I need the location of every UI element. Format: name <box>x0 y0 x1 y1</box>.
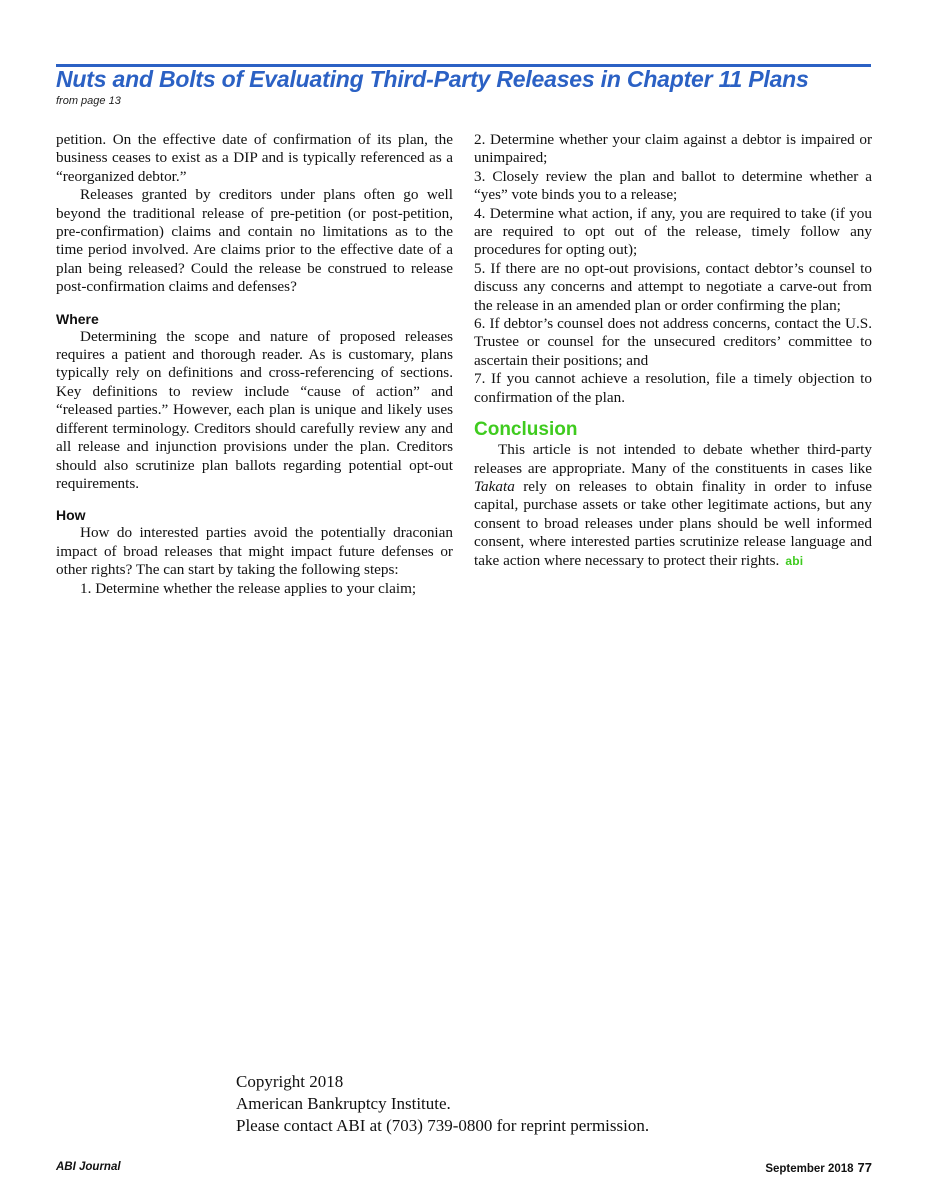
section-heading-how: How <box>56 507 86 524</box>
list-item: 5. If there are no opt-out provisions, contact debtor’s counsel to discuss any concerns and attempt to negotiate a carve-out from the release in an amended plan or order confirming the plan; <box>474 259 872 314</box>
list-item: 6. If debtor’s counsel does not address concerns, contact the U.S. Trustee or counsel for the unsecured creditors’ committee to ascertain their positions; and <box>474 315 872 369</box>
right-column <box>474 131 872 570</box>
paragraph: petition. On the effective date of confirmation of its plan, the business ceases to exist as a DIP and is typically referenced as a “reorganized debtor.” <box>56 131 453 185</box>
continued-from-note: from page 13 <box>56 95 121 107</box>
copyright-line: Please contact ABI at (703) 739-0800 for reprint permission. <box>236 1116 650 1135</box>
paragraph: How do interested parties avoid the potentially draconian impact of broad releases that might impact future defenses or other rights? The can start by taking the following steps: <box>56 524 453 579</box>
paragraph: Releases granted by creditors under plans often go well beyond the traditional release of pre-petition (or post-petition, pre-confirmation) claims and contain no limitations as to the time period involved. Are claims prior to the effective date of a plan being released? Could the release be construed to release post-confirmation claims and defenses? <box>56 186 453 296</box>
list-item: 7. If you cannot achieve a resolution, file a timely objection to confirmation of the plan. <box>474 370 872 406</box>
copyright-line: Copyright 2018 <box>236 1072 344 1091</box>
footer-issue <box>720 1160 872 1175</box>
section-heading-where: Where <box>56 310 99 327</box>
issue-date: September 2018 <box>765 1163 854 1175</box>
conclusion-text: This article is not intended to debate whether third-party releases are appropriate. Many of the constituents in cases like <box>474 441 872 477</box>
footer-journal-name: ABI Journal <box>56 1161 121 1173</box>
page-number: 77 <box>857 1160 872 1175</box>
conclusion-text: rely on releases to obtain finality in order to infuse capital, purchase assets or take other legitimate actions, but any consent to broad releases under plans should be well informed consent, where interested parties scrutinize release language and take action where necessary to protect their rights. <box>474 477 872 569</box>
conclusion-paragraph <box>474 441 872 570</box>
copyright-notice <box>236 1071 649 1137</box>
left-column <box>56 131 453 598</box>
paragraph: Determining the scope and nature of proposed releases requires a patient and thorough reader. As is customary, plans typically rely on definitions and cross-referencing of sections. Key definitions to review include “cause of action” and “released parties.” However, each plan is unique and likely uses different terminology. Creditors should carefully review any and all release and injunction provisions under the plan. Creditors should also scrutinize plan ballots regarding potential opt-out requirements. <box>56 327 453 492</box>
copyright-line: American Bankruptcy Institute. <box>236 1094 451 1113</box>
article-title: Nuts and Bolts of Evaluating Third-Party Releases in Chapter 11 Plans <box>56 66 809 92</box>
list-item: 1. Determine whether the release applies to your claim; <box>80 579 417 597</box>
list-item: 2. Determine whether your claim against a debtor is impaired or unimpaired; <box>474 131 872 167</box>
section-heading-conclusion: Conclusion <box>474 419 578 441</box>
list-item: 3. Closely review the plan and ballot to determine whether a “yes” vote binds you to a release; <box>474 167 872 204</box>
case-name: Takata <box>474 477 515 495</box>
list-item: 4. Determine what action, if any, you are required to take (if you are required to opt out of the release, timely follow any procedures for opting out); <box>474 204 872 259</box>
abi-end-mark-icon: abi <box>785 553 804 568</box>
